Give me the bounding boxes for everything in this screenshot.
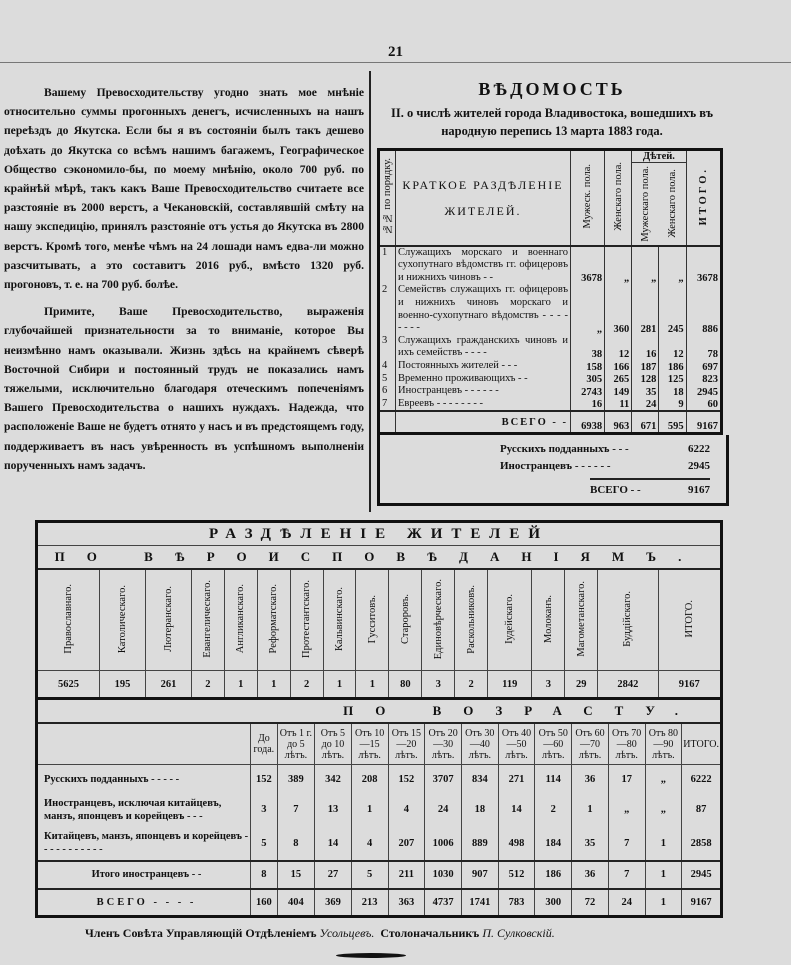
- religion-header: Единовѣрческаго.: [422, 569, 455, 671]
- age-cell: 834: [461, 765, 498, 793]
- table-row: [379, 360, 722, 373]
- age-cell: „: [645, 793, 682, 827]
- page-number: 21: [388, 44, 403, 60]
- age-cell: 1: [572, 793, 609, 827]
- row-label: Постоянныхъ жителей - - -: [396, 360, 571, 373]
- religion-value: 1: [323, 671, 356, 699]
- age-group-header: Отъ 50—60 лѣтъ.: [535, 723, 572, 765]
- age-table: [35, 700, 723, 918]
- age-cell: 271: [498, 765, 535, 793]
- cell-boys: 128: [632, 373, 659, 386]
- row-label: Иностранцевъ - - - - - -: [396, 385, 571, 398]
- religion-value: 3: [422, 671, 455, 699]
- religion-header: Католическаго.: [100, 569, 146, 671]
- signature-line: Членъ Совѣта Управляющій Отдѣленіемъ Усольцевъ. Столоначальникъ П. Сулковскій.: [85, 926, 555, 941]
- age-cell: 208: [351, 765, 388, 793]
- row-number: 5: [379, 373, 396, 386]
- age-cell: 27: [315, 861, 352, 889]
- religion-value: 2: [191, 671, 224, 699]
- age-cell: 18: [461, 793, 498, 827]
- paragraph: Примите, Ваше Превосходительство, выраженія глубочайшей признательности за то вниманіе, которое Вы неизмѣнно намъ оказывали. Жизнь здѣсь на крайнемъ сѣверѣ Восточной Сибири и постоянный трудъ не показались намъ тяжелыми, исключительно благодаря отеческимъ попеченіямъ Вашего Превосходительства о нашихъ нуждахъ. Надежда, что расположеніе Ваше не будетъ отнято у насъ и въ предстоящемъ году, поддерживаетъ въ насъ увѣренность въ успѣшномъ выполненіи порученныхъ намъ задачъ.: [4, 305, 364, 472]
- religion-header: Раскольниковъ.: [455, 569, 488, 671]
- header-male: Мужеск. пола.: [571, 150, 605, 246]
- cell-total: 78: [686, 335, 721, 360]
- religion-value: 1: [356, 671, 389, 699]
- summary-total: ВСЕГО - - 9167: [590, 478, 710, 499]
- row-number: 2: [379, 284, 396, 334]
- age-cell: 4737: [425, 889, 462, 917]
- header-children: Дѣтей. Мужескаго пола. Женскаго пола.: [632, 150, 686, 246]
- age-group-header: До года.: [251, 723, 278, 765]
- age-group-header: Отъ 5 до 10 лѣтъ.: [315, 723, 352, 765]
- report-column: [369, 71, 727, 512]
- religion-value: 2: [290, 671, 323, 699]
- cell-female: 11: [605, 398, 632, 412]
- age-cell: 2: [535, 793, 572, 827]
- age-cell: 369: [315, 889, 352, 917]
- age-cell: „: [608, 793, 645, 827]
- total-girls: 595: [659, 411, 686, 434]
- cell-girls: 245: [659, 284, 686, 334]
- religion-header: Іудейскаго.: [488, 569, 532, 671]
- religion-header: Православнаго.: [37, 569, 100, 671]
- cell-girls: 125: [659, 373, 686, 386]
- age-cell: 1006: [425, 827, 462, 861]
- age-cell: 17: [608, 765, 645, 793]
- table-row: [379, 385, 722, 398]
- age-cell: 114: [535, 765, 572, 793]
- table-row: [379, 373, 722, 386]
- cell-girls: 18: [659, 385, 686, 398]
- age-cell: 6222: [682, 765, 722, 793]
- age-cell: 24: [425, 793, 462, 827]
- letter-text: [4, 71, 364, 483]
- age-cell: 1: [351, 793, 388, 827]
- religion-value: 1: [257, 671, 290, 699]
- age-cell: 2945: [682, 861, 722, 889]
- cell-boys: 187: [632, 360, 659, 373]
- religion-header: Молоканъ.: [532, 569, 565, 671]
- religion-value: 195: [100, 671, 146, 699]
- religion-header: Протестантскаго.: [290, 569, 323, 671]
- age-cell: 211: [388, 861, 425, 889]
- row-number: 6: [379, 385, 396, 398]
- division-title: РАЗДѢЛЕНІЕ ЖИТЕЛЕЙ: [37, 522, 722, 546]
- ornament-divider: [336, 953, 406, 958]
- religion-value: 29: [565, 671, 598, 699]
- religion-value: 2842: [598, 671, 658, 699]
- paragraph: Вашему Превосходительству угодно знать мое мнѣніе относительно суммы прогонныхъ денегъ, исчисленныхъ на нашъ переѣздъ до Якутска. Если бы я въ состояніи былъ такъ дешево доѣхать до Якутска со всѣмъ нашимъ багажемъ, Географическое Общество сэкономило-бы, по моему мнѣнію, около 700 руб. по крайнѣй мѣрѣ, такъ какъ Ваше Превосходительство считаете все разстояніе въ 2000 верстъ, а Чекановскій, составлявшій смѣту на нашу экспедицію, принялъ разстояніе отъ устья до Якутска въ 2800 верстъ. Кромѣ того, менѣе чѣмъ на 24 лошади намъ едва-ли можно разсчитывать, а это составитъ 2016 руб., вмѣсто 1320 руб. прогоновъ, т. е. на 700 руб. болѣе.: [4, 86, 364, 292]
- row-number: 4: [379, 360, 396, 373]
- table-row: [379, 335, 722, 360]
- row-label: Итого иностранцевъ - -: [37, 861, 251, 889]
- age-cell: 160: [251, 889, 278, 917]
- table-row: [37, 827, 722, 861]
- table-row: [379, 398, 722, 412]
- age-group-header: Отъ 40—50 лѣтъ.: [498, 723, 535, 765]
- table-row: [37, 793, 722, 827]
- age-cell: 213: [351, 889, 388, 917]
- age-cell: „: [645, 765, 682, 793]
- report-subtitle: II. о числѣ жителей города Владивостока, вошедшихъ въ народную перепись 13 марта 1883 года.: [391, 106, 713, 138]
- age-cell: 152: [251, 765, 278, 793]
- age-cell: 5: [251, 827, 278, 861]
- summary-foreign: Иностранцевъ - - - - - - 2945: [500, 460, 710, 473]
- cell-female: „: [605, 246, 632, 285]
- age-cell: 5: [351, 861, 388, 889]
- table-row: [37, 861, 722, 889]
- cell-total: 697: [686, 360, 721, 373]
- age-cell: 512: [498, 861, 535, 889]
- age-cell: 8: [277, 827, 314, 861]
- cell-boys: 281: [632, 284, 659, 334]
- row-number: 1: [379, 246, 396, 285]
- age-group-header: Отъ 15—20 лѣтъ.: [388, 723, 425, 765]
- age-cell: 14: [315, 827, 352, 861]
- age-cell: 8: [251, 861, 278, 889]
- religion-value: 3: [532, 671, 565, 699]
- age-cell: 889: [461, 827, 498, 861]
- cell-male: 38: [571, 335, 605, 360]
- cell-total: 886: [686, 284, 721, 334]
- age-cell: 72: [572, 889, 609, 917]
- divider: [0, 62, 791, 63]
- total-male: 6938: [571, 411, 605, 434]
- religion-table: [35, 520, 723, 700]
- age-cell: 13: [315, 793, 352, 827]
- age-cell: 3: [251, 793, 278, 827]
- total-female: 963: [605, 411, 632, 434]
- age-cell: 186: [535, 861, 572, 889]
- age-cell: 7: [608, 827, 645, 861]
- table-row: [379, 246, 722, 285]
- header-category: КРАТКОЕ РАЗДѢЛЕНІЕ ЖИТЕЛЕЙ.: [396, 150, 571, 246]
- cell-boys: 16: [632, 335, 659, 360]
- religion-header: Реформатскаго.: [257, 569, 290, 671]
- total-boys: 671: [632, 411, 659, 434]
- cell-boys: 24: [632, 398, 659, 412]
- cell-female: 360: [605, 284, 632, 334]
- religion-header: Магометанскаго.: [565, 569, 598, 671]
- age-heading: ПО ВОЗРАСТУ.: [37, 700, 722, 723]
- religion-header: Буддійскаго.: [598, 569, 658, 671]
- cell-girls: 9: [659, 398, 686, 412]
- age-group-header: Отъ 10—15 лѣтъ.: [351, 723, 388, 765]
- religion-value: 5625: [37, 671, 100, 699]
- cell-male: 305: [571, 373, 605, 386]
- row-label: Семействъ служащихъ гг. офицеровъ и нижнихъ чиновъ морскаго и военно-сухопутнаго вѣдомствъ - - - - - - - -: [396, 284, 571, 334]
- age-group-header: Отъ 20—30 лѣтъ.: [425, 723, 462, 765]
- total-label: ВСЕГО - -: [396, 411, 571, 434]
- religion-header: ИТОГО.: [658, 569, 721, 671]
- row-number: 7: [379, 398, 396, 412]
- row-label: Иностранцевъ, исключая китайцевъ, манзъ, японцевъ и корейцевъ - - -: [37, 793, 251, 827]
- row-label: Евреевъ - - - - - - - -: [396, 398, 571, 412]
- religion-value: 80: [389, 671, 422, 699]
- header-total: ИТОГО.: [686, 150, 721, 246]
- religion-header: Староровъ.: [389, 569, 422, 671]
- religion-value: 2: [455, 671, 488, 699]
- age-cell: 783: [498, 889, 535, 917]
- cell-total: 823: [686, 373, 721, 386]
- age-cell: 907: [461, 861, 498, 889]
- cell-total: 2945: [686, 385, 721, 398]
- cell-female: 265: [605, 373, 632, 386]
- age-cell: 404: [277, 889, 314, 917]
- cell-male: 2743: [571, 385, 605, 398]
- age-cell: 1030: [425, 861, 462, 889]
- religion-header: Лютеранскаго.: [146, 569, 192, 671]
- age-group-header: Отъ 60—70 лѣтъ.: [572, 723, 609, 765]
- header-female: Женскаго пола.: [605, 150, 632, 246]
- age-cell: 184: [535, 827, 572, 861]
- row-label: ВСЕГО - - - -: [37, 889, 251, 917]
- cell-male: 3678: [571, 246, 605, 285]
- report-title: ВѢДОМОСТЬ: [478, 79, 626, 99]
- religion-value: 119: [488, 671, 532, 699]
- row-label: Китайцевъ, манзъ, японцевъ и корейцевъ - - - - - - - - - - -: [37, 827, 251, 861]
- age-cell: 4: [388, 793, 425, 827]
- cell-girls: „: [659, 246, 686, 285]
- cell-girls: 12: [659, 335, 686, 360]
- cell-male: 158: [571, 360, 605, 373]
- age-group-header: Отъ 30—40 лѣтъ.: [461, 723, 498, 765]
- age-cell: 14: [498, 793, 535, 827]
- age-group-header: Отъ 80—90 лѣтъ.: [645, 723, 682, 765]
- cell-male: „: [571, 284, 605, 334]
- cell-female: 12: [605, 335, 632, 360]
- age-cell: 7: [277, 793, 314, 827]
- summary-russian: Русскихъ подданныхъ - - - 6222: [500, 443, 710, 456]
- cell-girls: 186: [659, 360, 686, 373]
- age-cell: 389: [277, 765, 314, 793]
- age-cell: 207: [388, 827, 425, 861]
- total-row: [379, 411, 722, 434]
- age-cell: 1: [645, 861, 682, 889]
- age-cell: 36: [572, 765, 609, 793]
- row-label: Служащихъ гражданскихъ чиновъ и ихъ семействъ - - - -: [396, 335, 571, 360]
- population-summary-table: [377, 148, 723, 435]
- age-cell: 87: [682, 793, 722, 827]
- age-cell: 152: [388, 765, 425, 793]
- age-cell: 9167: [682, 889, 722, 917]
- row-label: Русскихъ подданныхъ - - - - -: [37, 765, 251, 793]
- age-cell: 363: [388, 889, 425, 917]
- age-cell: 35: [572, 827, 609, 861]
- cell-male: 16: [571, 398, 605, 412]
- table-row: [37, 765, 722, 793]
- religion-header: Гусситовъ.: [356, 569, 389, 671]
- age-cell: 7: [608, 861, 645, 889]
- top-section: [0, 71, 791, 512]
- table-row: [379, 284, 722, 334]
- cell-boys: 35: [632, 385, 659, 398]
- age-cell: 1: [645, 827, 682, 861]
- age-group-header: ИТОГО.: [682, 723, 722, 765]
- row-label: Служащихъ морскаго и военнаго сухопутнаго вѣдомствъ гг. офицеровъ и нижнихъ чиновъ - -: [396, 246, 571, 285]
- age-group-header: Отъ 1 г. до 5 лѣтъ.: [277, 723, 314, 765]
- age-cell: 2858: [682, 827, 722, 861]
- age-cell: 24: [608, 889, 645, 917]
- cell-total: 3678: [686, 246, 721, 285]
- cell-female: 149: [605, 385, 632, 398]
- age-cell: 1: [645, 889, 682, 917]
- religion-heading: ПО ВѢРОИСПОВѢДАНІЯМЪ.: [37, 546, 722, 570]
- cell-female: 166: [605, 360, 632, 373]
- total-total: 9167: [686, 411, 721, 434]
- header-no: №№ по порядку.: [379, 150, 396, 246]
- age-cell: 4: [351, 827, 388, 861]
- table-row: [37, 889, 722, 917]
- age-cell: 36: [572, 861, 609, 889]
- age-cell: 342: [315, 765, 352, 793]
- age-cell: 300: [535, 889, 572, 917]
- religion-value: 261: [146, 671, 192, 699]
- religion-header: Англиканскаго.: [224, 569, 257, 671]
- age-cell: 15: [277, 861, 314, 889]
- religion-value: 1: [224, 671, 257, 699]
- row-number: 3: [379, 335, 396, 360]
- cell-boys: „: [632, 246, 659, 285]
- age-cell: 498: [498, 827, 535, 861]
- age-cell: 3707: [425, 765, 462, 793]
- religion-header: Кальвинскаго.: [323, 569, 356, 671]
- religion-header: Евангелическаго.: [191, 569, 224, 671]
- summary-block: [377, 435, 729, 506]
- cell-total: 60: [686, 398, 721, 412]
- age-group-header: Отъ 70—80 лѣтъ.: [608, 723, 645, 765]
- row-label: Временно проживающихъ - -: [396, 373, 571, 386]
- age-cell: 1741: [461, 889, 498, 917]
- religion-value: 9167: [658, 671, 721, 699]
